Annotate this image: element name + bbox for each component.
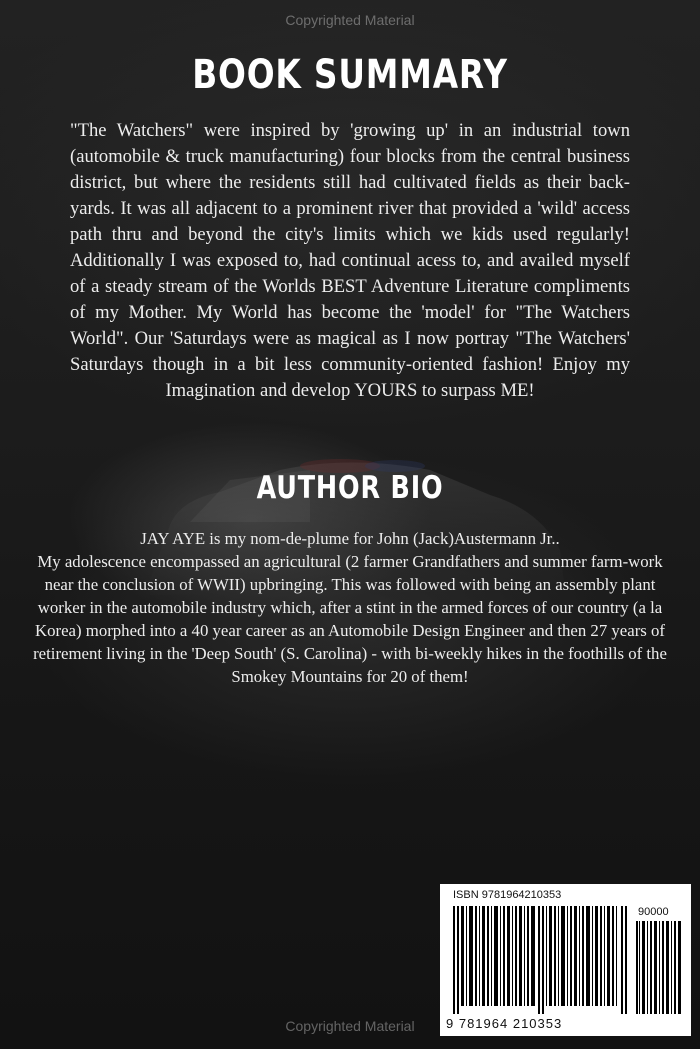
barcode-bars-icon [453, 906, 627, 1014]
author-bio-paragraph: My adolescence encompassed an agricultural (2 farmer Grandfathers and summer farm-work near the conclusion of WWII) upbringing. This was followed with being an assembly plant worker in the automobile industry which, after a stint in the armed forces of our country (a la Korea) morphed into a 40 year career as an Automobile Design Engineer and then 27 years of retirement living in the 'Deep South' (S. Carolina) - with bi-weekly hikes in the foothills of the Smokey Mountains for 20 of them! [33, 552, 667, 686]
book-summary-text: "The Watchers" were inspired by 'growing up' in an industrial town (automobile & truck manufacturing) four blocks from the central business district, but where the residents still had cultivated fields as their back-yards. It was all adjacent to a prominent river that provided a 'wild' access path thru and beyond the city's limits which we kids used regularly! Additionally I was exposed to, had continual acess to, and availed myself of a steady stream of the Worlds BEST Adventure Literature compliments of my Mother. My World has become the 'model' for "The Watchers World". Our 'Saturdays were as magical as I now portray "The Watchers' Saturdays though in a bit less community-oriented fashion! Enjoy my Imagination and develop YOURS to surpass ME! [70, 120, 630, 401]
copyright-watermark-top: Copyrighted Material [285, 12, 415, 28]
author-bio-first-line: JAY AYE is my nom-de-plume for John (Jack)Austermann Jr.. [140, 529, 560, 548]
price-code: 90000 [638, 906, 669, 918]
barcode-supplement-bars-icon [636, 921, 682, 1014]
copyright-watermark-bottom: Copyrighted Material [285, 1018, 415, 1034]
isbn-barcode [440, 884, 691, 1036]
isbn-label: ISBN 9781964210353 [453, 889, 562, 901]
book-summary-heading: BOOK SUMMARY [192, 52, 508, 98]
author-bio-heading: AUTHOR BIO [256, 470, 444, 506]
author-bio-text [28, 527, 672, 688]
barcode-digits: 9 781964 210353 [446, 1016, 563, 1031]
